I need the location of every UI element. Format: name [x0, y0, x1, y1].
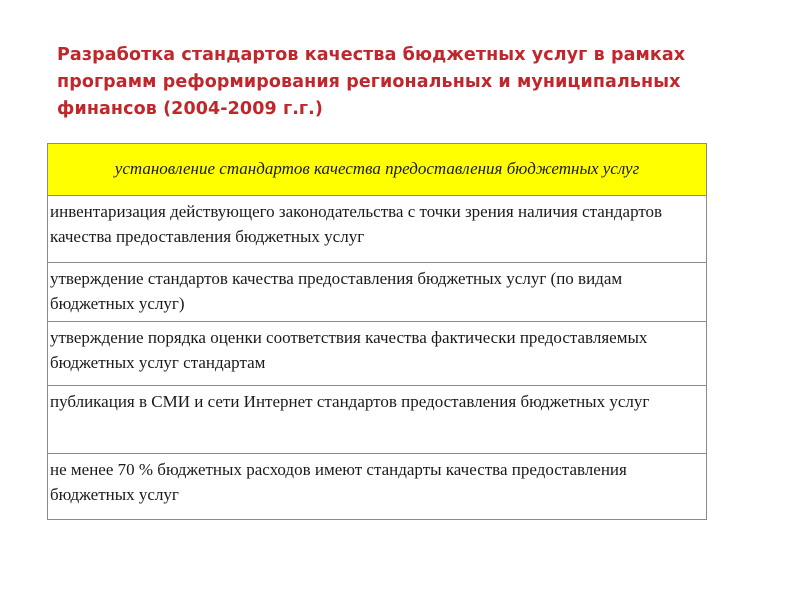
table-row	[48, 386, 707, 454]
table-row	[48, 322, 707, 386]
table-row	[48, 196, 707, 263]
measures-table-container	[47, 143, 707, 520]
table-row	[48, 263, 707, 322]
table-cell: не менее 70 % бюджетных расходов имеют стандарты качества предоставления бюджетных услуг	[48, 454, 707, 520]
table-row	[48, 454, 707, 520]
measures-table	[47, 143, 707, 520]
table-cell: утверждение порядка оценки соответствия качества фактически предоставляемых бюджетных услуг стандартам	[48, 322, 707, 386]
table-cell: инвентаризация действующего законодательства с точки зрения наличия стандартов качества предоставления бюджетных услуг	[48, 196, 707, 263]
table-cell: утверждение стандартов качества предоставления бюджетных услуг (по видам бюджетных услуг)	[48, 263, 707, 322]
slide-title: Разработка стандартов качества бюджетных услуг в рамках программ реформирования региональных и муниципальных финансов (2004-2009 г.г.)	[57, 45, 686, 119]
table-header-row	[48, 144, 707, 196]
table-header-cell: установление стандартов качества предоставления бюджетных услуг	[48, 144, 707, 196]
table-cell: публикация в СМИ и сети Интернет стандартов предоставления бюджетных услуг	[48, 386, 707, 454]
